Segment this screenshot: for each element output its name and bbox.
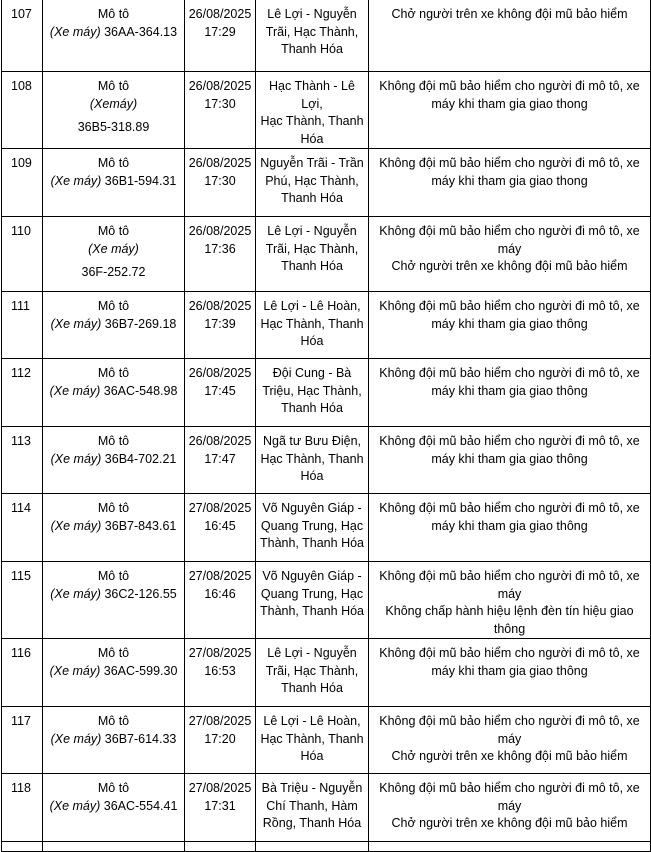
violation-line: Không đội mũ bảo hiểm cho người đi mô tô, xe bbox=[379, 781, 640, 795]
violation-cell bbox=[369, 494, 651, 562]
location-line: Thanh Hóa bbox=[281, 681, 343, 695]
violation-cell bbox=[369, 707, 651, 774]
violation-date: 27/08/2025 bbox=[188, 501, 252, 515]
violation-line: máy bbox=[497, 586, 522, 601]
table-row bbox=[2, 842, 651, 852]
violation-cell bbox=[369, 359, 651, 427]
location-cell bbox=[256, 774, 369, 842]
violation-date: 26/08/2025 bbox=[188, 7, 252, 21]
table-row bbox=[2, 149, 651, 217]
violation-date: 26/08/2025 bbox=[188, 434, 252, 448]
row-number-cell bbox=[2, 72, 43, 149]
datetime-cell bbox=[185, 427, 256, 494]
location-cell bbox=[256, 494, 369, 562]
location-cell bbox=[256, 562, 369, 639]
violation-date: 26/08/2025 bbox=[188, 79, 252, 93]
datetime-cell bbox=[185, 292, 256, 359]
violation-line: máy bbox=[497, 731, 522, 746]
vehicle-cell bbox=[43, 0, 185, 72]
vehicle-line bbox=[46, 24, 181, 42]
empty-cell bbox=[185, 842, 256, 852]
location-line: Lê Lợi - Nguyễn bbox=[267, 646, 357, 660]
datetime-cell bbox=[185, 0, 256, 72]
location-line: Hóa bbox=[300, 469, 324, 483]
location-line: Hóa bbox=[300, 749, 324, 763]
location-line: Lê Lợi - Lê Hoàn, bbox=[263, 299, 361, 313]
vehicle-type: Mô tô bbox=[97, 781, 130, 795]
location-cell bbox=[256, 639, 369, 707]
location-cell bbox=[256, 359, 369, 427]
violation-cell bbox=[369, 217, 651, 292]
location-line: Hạc Thành, Thanh bbox=[260, 316, 364, 331]
violation-cell bbox=[369, 0, 651, 72]
location-line: Rồng, Thanh Hóa bbox=[262, 816, 362, 830]
row-number: 117 bbox=[11, 714, 31, 728]
location-line: Lê Lợi - Nguyễn bbox=[267, 224, 357, 238]
row-number: 113 bbox=[11, 434, 31, 448]
violation-time: 17:30 bbox=[204, 96, 236, 111]
datetime-cell bbox=[185, 639, 256, 707]
table-row bbox=[2, 707, 651, 774]
location-line: Thanh Hóa bbox=[281, 42, 343, 56]
row-number-cell bbox=[2, 427, 43, 494]
row-number: 112 bbox=[11, 366, 31, 380]
vehicle-cell bbox=[43, 359, 185, 427]
violation-date: 26/08/2025 bbox=[188, 224, 252, 238]
location-line: Hạc Thành, Thanh bbox=[260, 114, 364, 128]
location-line: Bà Triệu - Nguyễn bbox=[261, 781, 363, 795]
violation-line: Không đội mũ bảo hiểm cho người đi mô tô, xe bbox=[379, 156, 640, 170]
violation-line: máy khi tham gia giao thông bbox=[431, 451, 588, 466]
violation-time: 16:46 bbox=[204, 586, 236, 601]
datetime-cell bbox=[185, 707, 256, 774]
vehicle-type: Mô tô bbox=[97, 434, 130, 448]
location-line: Hạc Thành, Thanh bbox=[260, 451, 364, 466]
license-plate: 36AC-548.98 bbox=[103, 383, 178, 398]
location-line: Lê Lợi - Lê Hoàn, bbox=[263, 714, 361, 728]
violation-line: Không đội mũ bảo hiểm cho người đi mô tô, xe bbox=[379, 79, 640, 93]
row-number-cell bbox=[2, 494, 43, 562]
vehicle-type: Mô tô bbox=[97, 569, 130, 583]
location-line: Triệu, Hạc Thành, bbox=[262, 383, 362, 398]
row-number: 116 bbox=[11, 646, 31, 660]
violation-time: 17:31 bbox=[204, 798, 236, 813]
vehicle-cell bbox=[43, 562, 185, 639]
datetime-cell bbox=[185, 217, 256, 292]
datetime-cell bbox=[185, 359, 256, 427]
empty-cell bbox=[2, 842, 43, 852]
vehicle-type: Mô tô bbox=[97, 714, 130, 728]
violation-time: 16:53 bbox=[204, 663, 236, 678]
violation-line: Không đội mũ bảo hiểm cho người đi mô tô, xe bbox=[379, 366, 640, 380]
vehicle-subtype: (Xe máy) bbox=[50, 586, 101, 601]
row-number: 109 bbox=[11, 156, 32, 170]
location-line: Trãi, Hạc Thành, bbox=[265, 241, 359, 256]
violation-cell bbox=[369, 149, 651, 217]
license-plate: 36B7-269.18 bbox=[104, 316, 177, 331]
violation-cell bbox=[369, 292, 651, 359]
violation-line: Chở người trên xe không đội mũ bảo hiểm bbox=[391, 259, 628, 273]
location-line: Nguyễn Trãi - Trần bbox=[260, 156, 364, 170]
license-plate: 36AC-599.30 bbox=[103, 663, 178, 678]
license-plate: 36F-252.72 bbox=[81, 265, 146, 279]
vehicle-line bbox=[46, 518, 181, 536]
empty-cell bbox=[43, 842, 185, 852]
vehicle-cell bbox=[43, 217, 185, 292]
vehicle-subtype: (Xe máy) bbox=[49, 798, 101, 813]
violations-table bbox=[1, 0, 651, 852]
violation-time: 17:20 bbox=[204, 731, 236, 746]
violation-line: Không đội mũ bảo hiểm cho người đi mô tô, xe bbox=[379, 646, 640, 660]
table-row bbox=[2, 292, 651, 359]
violation-time: 17:29 bbox=[204, 24, 236, 39]
row-number-cell bbox=[2, 359, 43, 427]
vehicle-line bbox=[46, 731, 181, 749]
violation-time: 17:39 bbox=[204, 316, 236, 331]
violation-line: máy khi tham gia giao thông bbox=[431, 383, 588, 398]
violation-time: 17:36 bbox=[204, 241, 236, 256]
location-cell bbox=[256, 292, 369, 359]
location-line: Hóa bbox=[300, 334, 324, 348]
violation-line: máy khi tham gia giao thong bbox=[431, 173, 588, 188]
violation-cell bbox=[369, 639, 651, 707]
row-number: 115 bbox=[11, 569, 31, 583]
license-plate: 36B1-594.31 bbox=[104, 173, 177, 188]
violation-time: 16:45 bbox=[204, 518, 236, 533]
violation-time: 17:47 bbox=[204, 451, 236, 466]
vehicle-subtype: (Xe máy) bbox=[50, 451, 102, 466]
violation-line: máy khi tham gia giao thông bbox=[431, 518, 588, 533]
table-row bbox=[2, 217, 651, 292]
violation-line: Không đội mũ bảo hiểm cho người đi mô tô, xe bbox=[379, 299, 640, 313]
violation-line: Chở người trên xe không đội mũ bảo hiểm bbox=[391, 7, 628, 21]
row-number: 118 bbox=[11, 781, 31, 795]
row-number-cell bbox=[2, 149, 43, 217]
vehicle-line bbox=[46, 316, 181, 334]
violation-line: Chở người trên xe không đội mũ bảo hiểm bbox=[391, 816, 628, 830]
vehicle-line bbox=[46, 451, 181, 469]
violation-line: Không đội mũ bảo hiểm cho người đi mô tô, xe bbox=[379, 569, 640, 583]
violation-line: máy khi tham gia giao thông bbox=[431, 316, 588, 331]
vehicle-line bbox=[46, 383, 181, 401]
vehicle-cell bbox=[43, 707, 185, 774]
table-row bbox=[2, 494, 651, 562]
vehicle-type: Mô tô bbox=[97, 156, 130, 170]
row-number-cell bbox=[2, 217, 43, 292]
location-line: Thanh Hóa bbox=[281, 191, 343, 205]
vehicle-type: Mô tô bbox=[97, 7, 130, 21]
empty-cell bbox=[369, 842, 651, 852]
location-line: Hóa bbox=[300, 131, 324, 146]
license-plate: 36C2-126.55 bbox=[104, 586, 177, 601]
violation-line: máy bbox=[497, 241, 522, 256]
license-plate: 36B7-614.33 bbox=[104, 731, 177, 746]
location-cell bbox=[256, 427, 369, 494]
vehicle-subtype: (Xe máy) bbox=[88, 241, 139, 256]
violation-line: Không đội mũ bảo hiểm cho người đi mô tô, xe bbox=[379, 224, 640, 238]
table-row bbox=[2, 639, 651, 707]
vehicle-type: Mô tô bbox=[97, 501, 130, 515]
location-line: Quang Trung, Hạc bbox=[260, 518, 364, 533]
row-number: 107 bbox=[11, 7, 32, 21]
vehicle-subtype: (Xe máy) bbox=[50, 518, 102, 533]
vehicle-type: Mô tô bbox=[97, 224, 130, 238]
vehicle-cell bbox=[43, 292, 185, 359]
vehicle-type: Mô tô bbox=[97, 646, 130, 660]
location-line: Hạc Thành, Thanh bbox=[260, 731, 364, 746]
license-plate: 36B7-843.61 bbox=[104, 518, 177, 533]
table-row bbox=[2, 427, 651, 494]
violation-line: Chở người trên xe không đội mũ bảo hiểm bbox=[391, 749, 628, 763]
empty-cell bbox=[256, 842, 369, 852]
vehicle-line bbox=[46, 663, 181, 681]
location-line: Thanh Hóa bbox=[281, 401, 343, 415]
vehicle-cell bbox=[43, 494, 185, 562]
location-line: Trãi, Hạc Thành, bbox=[265, 24, 359, 39]
location-cell bbox=[256, 0, 369, 72]
row-number-cell bbox=[2, 0, 43, 72]
row-number-cell bbox=[2, 562, 43, 639]
table-row bbox=[2, 562, 651, 639]
violation-cell bbox=[369, 774, 651, 842]
vehicle-subtype: (Xe máy) bbox=[49, 383, 101, 398]
location-line: Chí Thanh, Hàm bbox=[266, 798, 358, 813]
license-plate: 36B4-702.21 bbox=[104, 451, 177, 466]
violation-date: 27/08/2025 bbox=[188, 714, 252, 728]
row-number: 111 bbox=[11, 299, 31, 313]
license-plate: 36AA-364.13 bbox=[104, 24, 178, 39]
license-plate: 36AC-554.41 bbox=[103, 798, 178, 813]
row-number-cell bbox=[2, 639, 43, 707]
violation-date: 26/08/2025 bbox=[188, 299, 252, 313]
violation-cell bbox=[369, 562, 651, 639]
violation-cell bbox=[369, 427, 651, 494]
location-cell bbox=[256, 217, 369, 292]
location-line: Lê Lợi - Nguyễn bbox=[267, 7, 357, 21]
location-line: Thành, Thanh Hóa bbox=[259, 536, 364, 550]
vehicle-subtype: (Xe máy) bbox=[49, 663, 101, 678]
datetime-cell bbox=[185, 72, 256, 149]
row-number-cell bbox=[2, 292, 43, 359]
datetime-cell bbox=[185, 494, 256, 562]
vehicle-type: Mô tô bbox=[97, 299, 130, 313]
vehicle-line bbox=[46, 586, 181, 604]
violation-line: Không đội mũ bảo hiểm cho người đi mô tô, xe bbox=[379, 714, 640, 728]
violation-line: máy khi tham gia giao thông bbox=[431, 663, 588, 678]
violation-line: Không đội mũ bảo hiểm cho người đi mô tô, xe bbox=[379, 501, 640, 515]
vehicle-type: Mô tô bbox=[97, 366, 130, 380]
location-line: Trãi, Hạc Thành, bbox=[265, 663, 359, 678]
vehicle-cell bbox=[43, 427, 185, 494]
violation-date: 26/08/2025 bbox=[188, 156, 252, 170]
violation-cell bbox=[369, 72, 651, 149]
location-line: Võ Nguyên Giáp - bbox=[262, 501, 362, 515]
table-row bbox=[2, 774, 651, 842]
vehicle-cell bbox=[43, 774, 185, 842]
datetime-cell bbox=[185, 774, 256, 842]
vehicle-subtype: (Xe máy) bbox=[49, 24, 101, 39]
violations-table-body bbox=[2, 0, 651, 852]
violation-date: 27/08/2025 bbox=[188, 646, 252, 660]
vehicle-cell bbox=[43, 72, 185, 149]
location-line: Quang Trung, Hạc bbox=[260, 586, 364, 601]
license-plate: 36B5-318.89 bbox=[77, 120, 150, 134]
location-cell bbox=[256, 72, 369, 149]
vehicle-line bbox=[46, 798, 181, 816]
location-line: Ngã tư Bưu Điện, bbox=[262, 434, 362, 448]
vehicle-subtype: (Xemáy) bbox=[89, 96, 138, 111]
violation-date: 26/08/2025 bbox=[188, 366, 252, 380]
location-line: Thành, Thanh Hóa bbox=[259, 604, 364, 618]
violation-date: 27/08/2025 bbox=[188, 781, 252, 795]
violation-date: 27/08/2025 bbox=[188, 569, 252, 583]
vehicle-cell bbox=[43, 639, 185, 707]
vehicle-subtype: (Xe máy) bbox=[50, 173, 102, 188]
violation-line: Không đội mũ bảo hiểm cho người đi mô tô, xe bbox=[379, 434, 640, 448]
datetime-cell bbox=[185, 149, 256, 217]
violation-line: máy bbox=[497, 798, 522, 813]
row-number: 108 bbox=[11, 79, 32, 93]
vehicle-type: Mô tô bbox=[97, 79, 130, 93]
violation-line: máy khi tham gia giao thong bbox=[431, 96, 588, 111]
location-line: Thanh Hóa bbox=[281, 259, 343, 273]
violation-time: 17:30 bbox=[204, 173, 236, 188]
vehicle-cell bbox=[43, 149, 185, 217]
location-line: Võ Nguyên Giáp - bbox=[262, 569, 362, 583]
location-line: Đội Cung - Bà bbox=[272, 366, 352, 380]
location-cell bbox=[256, 707, 369, 774]
row-number: 114 bbox=[11, 501, 31, 515]
table-row bbox=[2, 72, 651, 149]
violation-line: Không chấp hành hiệu lệnh đèn tín hiệu giao thông bbox=[385, 604, 634, 636]
datetime-cell bbox=[185, 562, 256, 639]
row-number-cell bbox=[2, 774, 43, 842]
vehicle-subtype: (Xe máy) bbox=[50, 731, 102, 746]
table-row bbox=[2, 359, 651, 427]
vehicle-line bbox=[46, 173, 181, 191]
location-line: Phú, Hạc Thành, bbox=[265, 173, 359, 188]
violation-time: 17:45 bbox=[204, 383, 236, 398]
location-line: Hạc Thành - Lê Lợi, bbox=[269, 79, 355, 111]
row-number: 110 bbox=[11, 224, 31, 238]
location-cell bbox=[256, 149, 369, 217]
vehicle-subtype: (Xe máy) bbox=[50, 316, 102, 331]
row-number-cell bbox=[2, 707, 43, 774]
table-row bbox=[2, 0, 651, 72]
